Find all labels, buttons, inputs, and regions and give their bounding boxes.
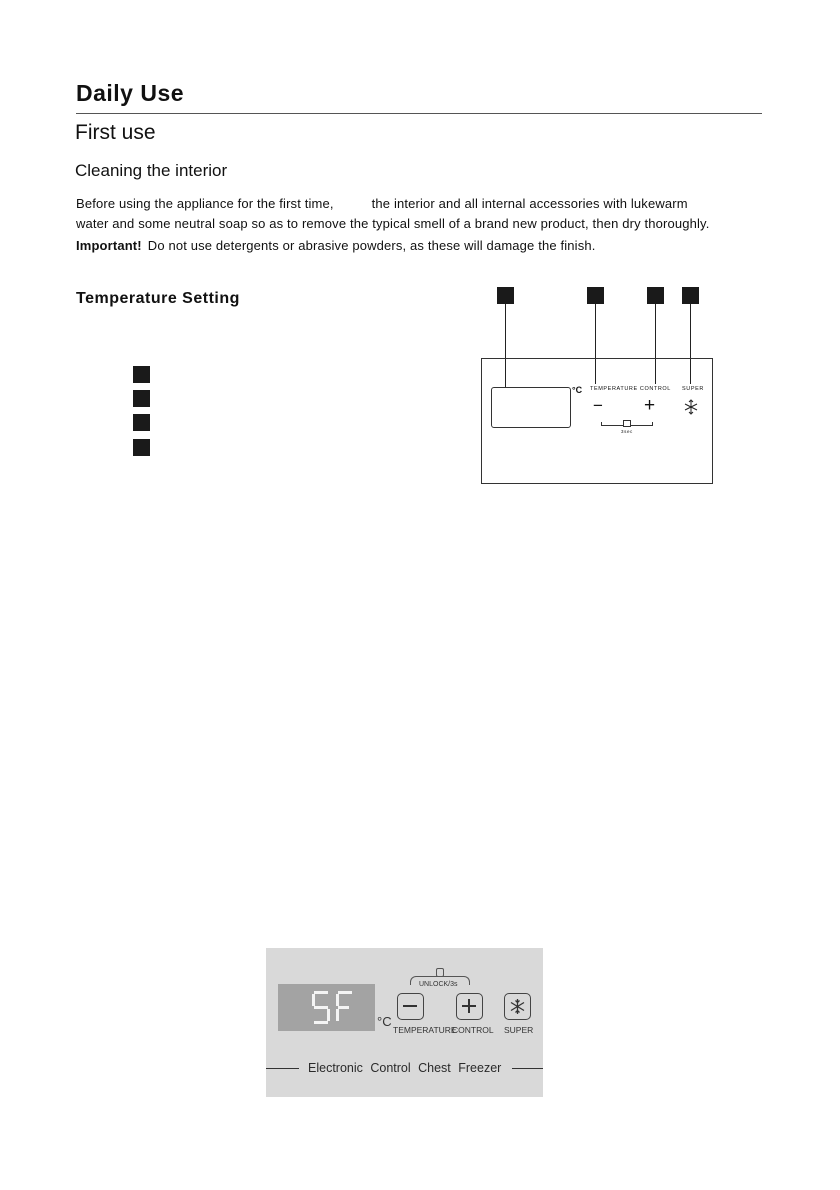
temp-down-button[interactable] [397, 993, 424, 1020]
legend-marker-2 [133, 390, 150, 407]
paragraph-line-1 [76, 194, 688, 214]
panel-footer-text: Electronic Control Chest Freezer [308, 1061, 502, 1075]
callout-marker-plus [647, 287, 664, 304]
paragraph-line-1-end: the interior and all internal accessories with lukewarm [371, 196, 688, 211]
callout-marker-minus [587, 287, 604, 304]
temperature-label: TEMPERATURE [393, 1025, 457, 1035]
photo-celsius-unit: °C [377, 1014, 392, 1029]
legend-marker-1 [133, 366, 150, 383]
page-heading: Daily Use [76, 80, 185, 106]
minus-icon [403, 1005, 417, 1007]
heading-divider [76, 113, 762, 114]
paragraph-line-2: water and some neutral soap so as to remove the typical smell of a brand new product, then dry thoroughly. [76, 216, 710, 231]
minus-button[interactable]: − [593, 396, 603, 415]
control-panel-diagram [481, 358, 713, 484]
led-digits [311, 990, 355, 1026]
legend-marker-4 [133, 439, 150, 456]
super-button[interactable] [504, 993, 531, 1020]
led-display [278, 984, 375, 1031]
important-note [76, 236, 596, 256]
important-label: Important! [76, 238, 142, 253]
lock-duration-label: 3sec [621, 429, 633, 434]
callout-marker-display [497, 287, 514, 304]
snowflake-icon [682, 399, 700, 415]
legend-marker-3 [133, 414, 150, 431]
lock-icon [623, 420, 631, 427]
control-label: CONTROL [452, 1025, 494, 1035]
temp-up-button[interactable] [456, 993, 483, 1020]
super-label: SUPER [682, 386, 704, 392]
celsius-unit: °C [572, 385, 583, 395]
control-panel-photo [266, 948, 543, 1097]
snowflake-icon [509, 998, 526, 1015]
unlock-label: UNLOCK/3s [419, 981, 458, 988]
plus-button[interactable]: + [644, 395, 656, 416]
callout-marker-super [682, 287, 699, 304]
display-value [278, 984, 279, 985]
unlock-icon [436, 968, 444, 977]
photo-super-label: SUPER [504, 1025, 534, 1035]
footer-line-right [512, 1068, 543, 1069]
paragraph-line-1-start: Before using the appliance for the first time, [76, 196, 334, 211]
footer-line-left [266, 1068, 299, 1069]
subsection-title: Cleaning the interior [75, 161, 228, 180]
super-freeze-button[interactable] [682, 399, 700, 415]
temperature-setting-title: Temperature Setting [76, 290, 240, 307]
display-window [491, 387, 571, 428]
section-title: First use [75, 121, 156, 144]
temperature-control-label: TEMPERATURE CONTROL [590, 386, 671, 392]
important-text: Do not use detergents or abrasive powders, as these will damage the finish. [147, 238, 596, 253]
